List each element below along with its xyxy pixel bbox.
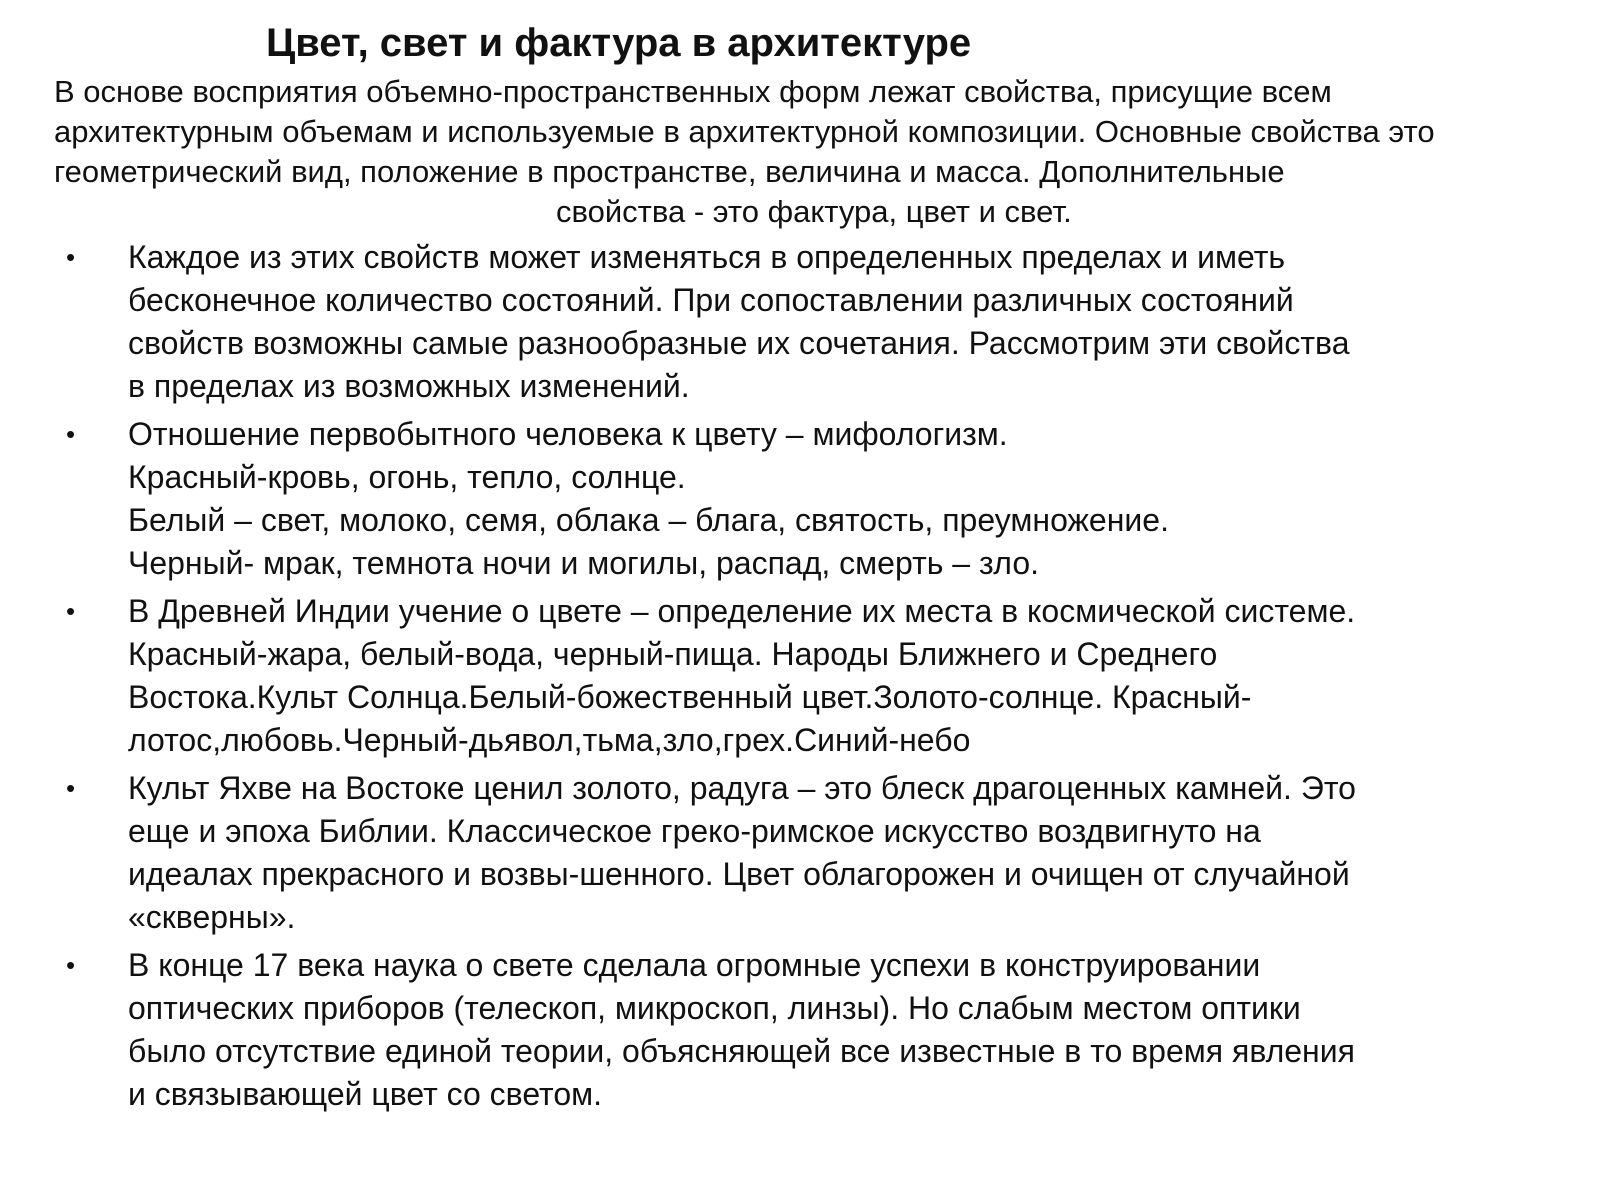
bullet-line: бесконечное количество состояний. При сопоставлении различных состояний bbox=[128, 282, 1294, 318]
bullet-line: свойств возможны самые разнообразные их сочетания. Рассмотрим эти свойства bbox=[128, 325, 1350, 361]
intro-line: архитектурным объемам и используемые в архитектурной композиции. Основные свойства это bbox=[54, 114, 1435, 149]
bullet-item bbox=[0, 236, 1600, 408]
bullet-line: В конце 17 века наука о свете сделала огромные успехи в конструировании bbox=[128, 947, 1261, 983]
bullet-dot-icon: • bbox=[66, 950, 76, 980]
intro-line: геометрический вид, положение в пространстве, величина и масса. Дополнительные bbox=[54, 154, 1285, 189]
bullet-line: Востока.Культ Солнца.Белый-божественный цвет.Золото-солнце. Красный- bbox=[128, 679, 1252, 715]
bullet-line: в пределах из возможных изменений. bbox=[128, 368, 690, 404]
bullet-line: было отсутствие единой теории, объясняющей все известные в то время явления bbox=[128, 1033, 1355, 1069]
intro-paragraph bbox=[54, 72, 1574, 232]
intro-line: свойства - это фактура, цвет и свет. bbox=[556, 194, 1072, 229]
bullet-line: Каждое из этих свойств может изменяться в определенных пределах и иметь bbox=[128, 239, 1286, 275]
bullet-line: Красный-кровь, огонь, тепло, солнце. bbox=[128, 459, 686, 495]
bullet-line: «скверны». bbox=[128, 899, 296, 935]
bullet-line: Черный- мрак, темнота ночи и могилы, распад, смерть – зло. bbox=[128, 545, 1039, 581]
intro-line: В основе восприятия объемно-пространственных форм лежат свойства, присущие всем bbox=[54, 74, 1332, 109]
bullet-line: Белый – свет, молоко, семя, облака – блага, святость, преумножение. bbox=[128, 502, 1169, 538]
bullet-dot-icon: • bbox=[66, 596, 76, 626]
bullet-item bbox=[0, 944, 1600, 1116]
bullet-line: оптических приборов (телескоп, микроскоп, линзы). Но слабым местом оптики bbox=[128, 990, 1301, 1026]
bullet-item bbox=[0, 767, 1600, 939]
bullet-line: Отношение первобытного человека к цвету – мифологизм. bbox=[128, 416, 1008, 452]
bullet-line: Красный-жара, белый-вода, черный-пища. Народы Ближнего и Среднего bbox=[128, 636, 1218, 672]
bullet-line: идеалах прекрасного и возвы-шенного. Цвет облагорожен и очищен от случайной bbox=[128, 856, 1350, 892]
bullet-line: В Древней Индии учение о цвете – определение их места в космической системе. bbox=[128, 593, 1356, 629]
bullet-item bbox=[0, 413, 1600, 585]
bullet-dot-icon: • bbox=[66, 419, 76, 449]
bullet-line: еще и эпоха Библии. Классическое греко-римское искусство воздвигнуто на bbox=[128, 813, 1261, 849]
bullet-line: Культ Яхве на Востоке ценил золото, радуга – это блеск драгоценных камней. Это bbox=[128, 770, 1356, 806]
bullet-item bbox=[0, 590, 1600, 762]
bullet-line: лотос,любовь.Черный-дьявол,тьма,зло,грех.Синий-небо bbox=[128, 722, 971, 758]
bullet-line: и связывающей цвет со светом. bbox=[128, 1076, 603, 1112]
slide-title: Цвет, свет и фактура в архитектуре bbox=[266, 21, 972, 65]
bullet-dot-icon: • bbox=[66, 773, 76, 803]
bullet-dot-icon: • bbox=[66, 242, 76, 272]
bullet-list bbox=[0, 236, 1600, 1121]
